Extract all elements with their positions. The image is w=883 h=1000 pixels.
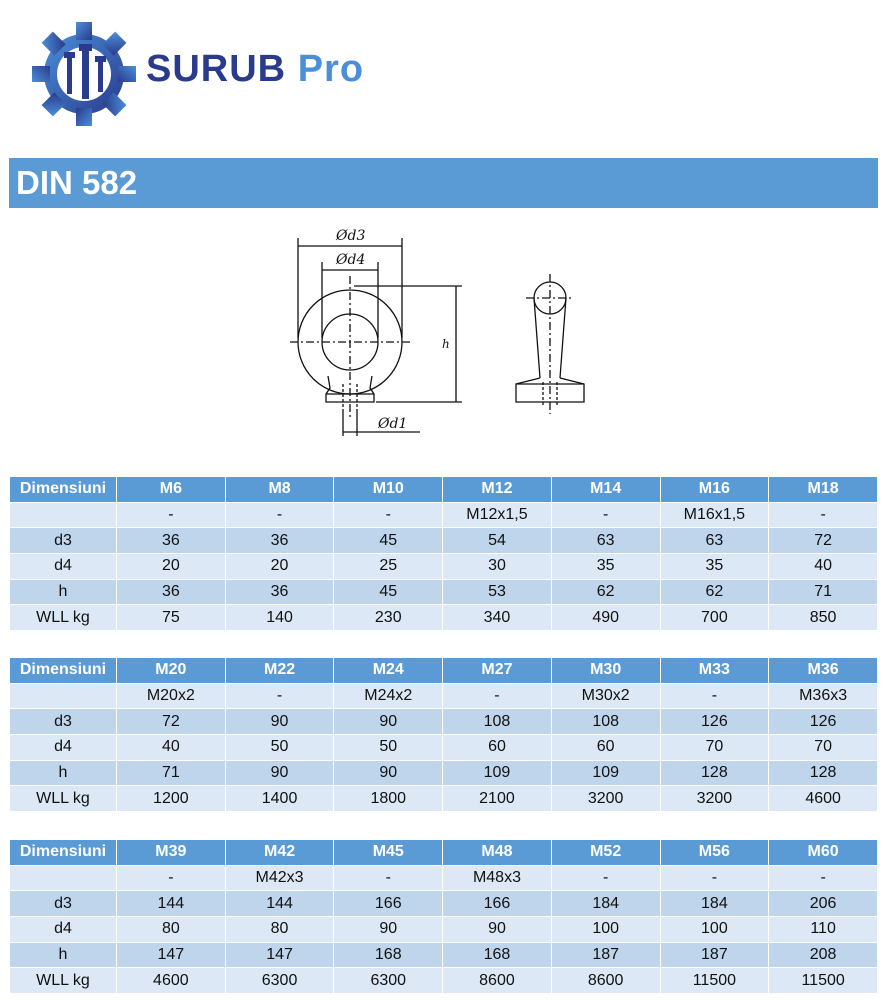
table-cell: - <box>117 865 226 891</box>
table-row <box>10 502 878 528</box>
header-cell: M14 <box>551 477 660 503</box>
table-cell: 20 <box>117 554 226 580</box>
table-cell: 128 <box>660 760 769 786</box>
table-cell: d3 <box>10 709 117 735</box>
table-cell: 11500 <box>660 968 769 994</box>
header-cell: M10 <box>334 477 443 503</box>
table-cell: 208 <box>769 942 878 968</box>
table-row <box>10 760 878 786</box>
table-cell: 166 <box>443 891 552 917</box>
table-cell: 20 <box>225 554 334 580</box>
table-cell: 110 <box>769 917 878 943</box>
table-cell: 90 <box>334 917 443 943</box>
header-cell: M45 <box>334 840 443 866</box>
table-cell: 71 <box>769 579 878 605</box>
table-cell: d4 <box>10 735 117 761</box>
table-cell: 140 <box>225 605 334 631</box>
spec-table-2 <box>9 657 878 812</box>
table-cell: 63 <box>660 528 769 554</box>
table-cell: 144 <box>225 891 334 917</box>
table-cell: - <box>117 502 226 528</box>
header-cell: M30 <box>551 658 660 684</box>
table-cell: 187 <box>660 942 769 968</box>
table-row <box>10 579 878 605</box>
header-cell: M20 <box>117 658 226 684</box>
table-cell: 126 <box>769 709 878 735</box>
table-row <box>10 786 878 812</box>
table-row <box>10 968 878 994</box>
table-cell: 54 <box>443 528 552 554</box>
table-cell: h <box>10 760 117 786</box>
header-cell: M8 <box>225 477 334 503</box>
table-cell: 45 <box>334 579 443 605</box>
spec-table-3 <box>9 839 878 994</box>
header-cell: M42 <box>225 840 334 866</box>
table-cell: 108 <box>443 709 552 735</box>
table-cell: 230 <box>334 605 443 631</box>
table-cell: 72 <box>769 528 878 554</box>
table-cell: 80 <box>225 917 334 943</box>
header-cell: M12 <box>443 477 552 503</box>
table-cell: 50 <box>334 735 443 761</box>
table-cell: 45 <box>334 528 443 554</box>
gear-screws-logo-icon <box>28 18 140 130</box>
header-cell: M22 <box>225 658 334 684</box>
table-cell: 1200 <box>117 786 226 812</box>
table-cell: 3200 <box>551 786 660 812</box>
table-cell: 63 <box>551 528 660 554</box>
table-cell <box>10 683 117 709</box>
table-cell: M42x3 <box>225 865 334 891</box>
table-cell: 75 <box>117 605 226 631</box>
table-cell: - <box>551 502 660 528</box>
table-row <box>10 891 878 917</box>
table-cell: - <box>769 502 878 528</box>
header-cell: Dimensiuni <box>10 840 117 866</box>
table-cell: 11500 <box>769 968 878 994</box>
table-cell: 36 <box>225 579 334 605</box>
table-cell: 8600 <box>551 968 660 994</box>
table-row <box>10 942 878 968</box>
table-cell: 1800 <box>334 786 443 812</box>
label-d3: Ød3 <box>336 228 366 244</box>
table-cell <box>10 502 117 528</box>
table-cell: 206 <box>769 891 878 917</box>
table-cell: - <box>769 865 878 891</box>
table-cell: 72 <box>117 709 226 735</box>
header-cell: M16 <box>660 477 769 503</box>
header-cell: M24 <box>334 658 443 684</box>
header-cell: M33 <box>660 658 769 684</box>
table-cell: 490 <box>551 605 660 631</box>
table-cell: 100 <box>551 917 660 943</box>
header-cell: M39 <box>117 840 226 866</box>
table-cell: 4600 <box>769 786 878 812</box>
table-header-row <box>10 477 878 503</box>
table-row <box>10 605 878 631</box>
table-cell: 1400 <box>225 786 334 812</box>
table-cell: 144 <box>117 891 226 917</box>
page-title: DIN 582 <box>16 164 138 201</box>
table-cell: h <box>10 942 117 968</box>
table-cell: 187 <box>551 942 660 968</box>
table-cell: 147 <box>117 942 226 968</box>
header-cell: M56 <box>660 840 769 866</box>
table-row <box>10 735 878 761</box>
table-cell: M48x3 <box>443 865 552 891</box>
table-cell: 109 <box>551 760 660 786</box>
header-cell: M48 <box>443 840 552 866</box>
table-cell: M12x1,5 <box>443 502 552 528</box>
header-cell: Dimensiuni <box>10 658 117 684</box>
table-cell: M24x2 <box>334 683 443 709</box>
table-cell: 700 <box>660 605 769 631</box>
table-cell: 8600 <box>443 968 552 994</box>
table-cell: M16x1,5 <box>660 502 769 528</box>
label-h: h <box>442 337 450 351</box>
table-cell: WLL kg <box>10 968 117 994</box>
table-cell: 40 <box>117 735 226 761</box>
table-cell: 147 <box>225 942 334 968</box>
table-cell: - <box>660 865 769 891</box>
table-cell: M30x2 <box>551 683 660 709</box>
table-cell: 36 <box>225 528 334 554</box>
table-cell: 62 <box>660 579 769 605</box>
table-cell: 128 <box>769 760 878 786</box>
label-d1: Ød1 <box>378 416 408 432</box>
table-cell: 108 <box>551 709 660 735</box>
table-cell: 71 <box>117 760 226 786</box>
table-cell: 36 <box>117 579 226 605</box>
table-cell: d3 <box>10 891 117 917</box>
table-cell: d4 <box>10 554 117 580</box>
table-cell: 62 <box>551 579 660 605</box>
header-cell: M27 <box>443 658 552 684</box>
eye-nut-diagram-icon <box>270 218 610 448</box>
table-cell: 3200 <box>660 786 769 812</box>
brand-name: SURUB Pro <box>146 48 365 90</box>
table-header-row <box>10 658 878 684</box>
table-cell: 850 <box>769 605 878 631</box>
brand-logo <box>28 18 388 128</box>
table-row <box>10 683 878 709</box>
table-cell: 6300 <box>334 968 443 994</box>
table-row <box>10 865 878 891</box>
table-cell: - <box>334 865 443 891</box>
table-cell: - <box>443 683 552 709</box>
eye-nut-technical-drawing <box>270 218 610 448</box>
table-cell: 184 <box>660 891 769 917</box>
table-cell: WLL kg <box>10 605 117 631</box>
title-bar <box>9 158 878 208</box>
table-cell: 90 <box>225 709 334 735</box>
table-cell: 4600 <box>117 968 226 994</box>
table-cell: 168 <box>334 942 443 968</box>
table-row <box>10 554 878 580</box>
table-cell: 35 <box>660 554 769 580</box>
table-cell: 80 <box>117 917 226 943</box>
table-cell: 126 <box>660 709 769 735</box>
table-cell: 50 <box>225 735 334 761</box>
table-cell: h <box>10 579 117 605</box>
spec-table-1 <box>9 476 878 631</box>
table-cell: 184 <box>551 891 660 917</box>
table-cell: d3 <box>10 528 117 554</box>
table-cell <box>10 865 117 891</box>
table-cell: 70 <box>660 735 769 761</box>
table-cell: 90 <box>334 709 443 735</box>
label-d4: Ød4 <box>336 252 366 268</box>
table-cell: 30 <box>443 554 552 580</box>
table-cell: WLL kg <box>10 786 117 812</box>
table-cell: 53 <box>443 579 552 605</box>
table-cell: 70 <box>769 735 878 761</box>
table-cell: 36 <box>117 528 226 554</box>
table-cell: M36x3 <box>769 683 878 709</box>
table-cell: 90 <box>443 917 552 943</box>
table-cell: 40 <box>769 554 878 580</box>
table-cell: - <box>334 502 443 528</box>
table-cell: - <box>660 683 769 709</box>
table-cell: - <box>551 865 660 891</box>
header-cell: M18 <box>769 477 878 503</box>
header-cell: M6 <box>117 477 226 503</box>
table-cell: 6300 <box>225 968 334 994</box>
table-cell: 340 <box>443 605 552 631</box>
header-cell: M36 <box>769 658 878 684</box>
table-cell: 25 <box>334 554 443 580</box>
table-cell: 109 <box>443 760 552 786</box>
table-cell: 90 <box>334 760 443 786</box>
table-row <box>10 528 878 554</box>
table-cell: 2100 <box>443 786 552 812</box>
table-cell: - <box>225 502 334 528</box>
table-cell: 100 <box>660 917 769 943</box>
table-cell: d4 <box>10 917 117 943</box>
table-header-row <box>10 840 878 866</box>
table-row <box>10 709 878 735</box>
table-cell: 166 <box>334 891 443 917</box>
table-cell: 60 <box>443 735 552 761</box>
table-cell: 168 <box>443 942 552 968</box>
header-cell: M60 <box>769 840 878 866</box>
table-cell: - <box>225 683 334 709</box>
table-cell: 35 <box>551 554 660 580</box>
header-cell: M52 <box>551 840 660 866</box>
table-cell: 60 <box>551 735 660 761</box>
table-row <box>10 917 878 943</box>
header-cell: Dimensiuni <box>10 477 117 503</box>
table-cell: M20x2 <box>117 683 226 709</box>
table-cell: 90 <box>225 760 334 786</box>
